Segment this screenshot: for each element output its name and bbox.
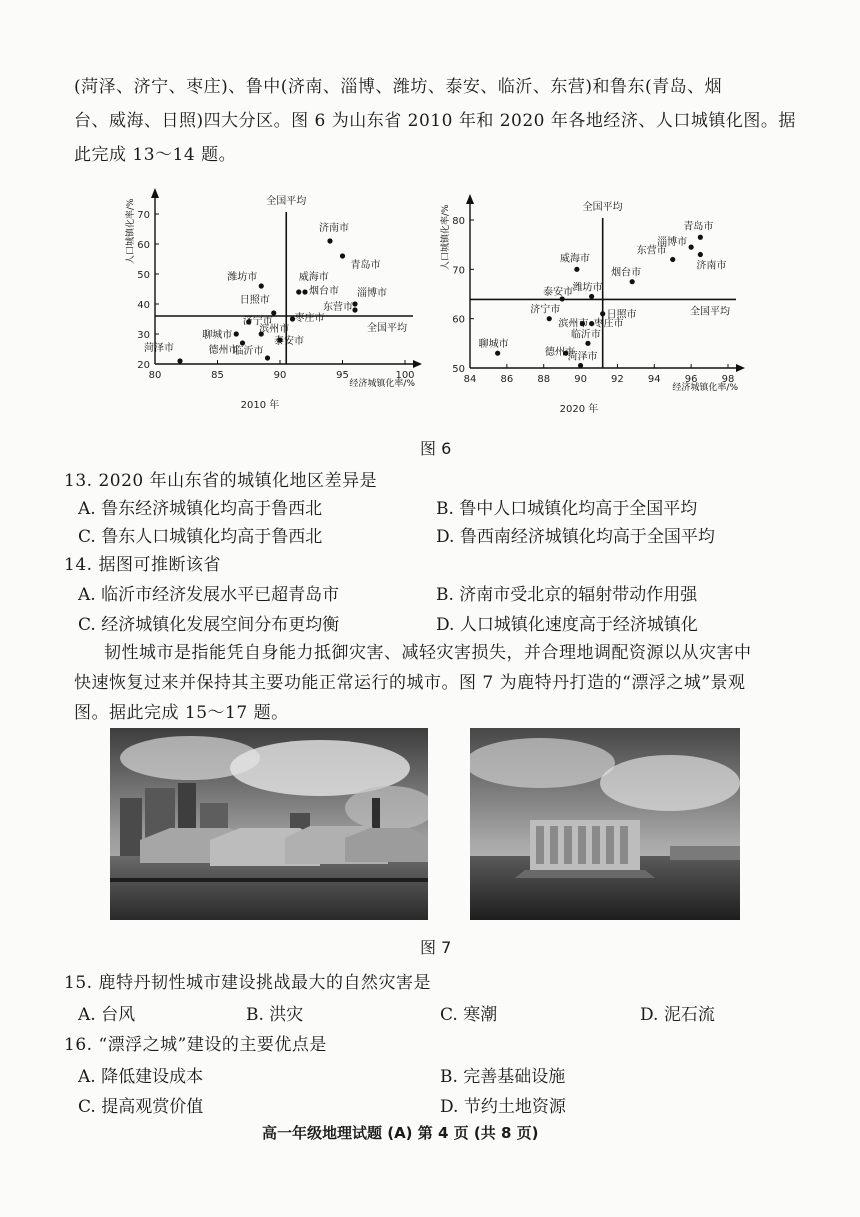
chart-2010-point-label: 日照市 (239, 295, 270, 306)
chart-2020-x-tick-label: 88 (537, 374, 551, 385)
chart-2020-y-tick-label: 60 (452, 314, 465, 326)
chart-2010-point (259, 283, 264, 288)
chart-2010-point (340, 253, 345, 258)
chart-2020-horizontal-average-label: 全国平均 (690, 306, 730, 318)
chart-2020-vertical-average-label: 全国平均 (582, 202, 623, 213)
chart-2010-point-label: 东营市 (323, 302, 353, 313)
chart-2020-point-label: 济宁市 (530, 304, 561, 316)
chart-2020-point-label: 泰安市 (543, 286, 574, 298)
chart-2020-x-axis-arrow (736, 364, 745, 372)
chart-2020-point (670, 257, 675, 262)
chart-2020-point (578, 363, 583, 368)
q15-option-a: A. 台风 (78, 1005, 136, 1025)
chart-2010-point-label: 烟台市 (309, 286, 339, 297)
chart-2010-subtitle: 2010 年 (240, 400, 280, 411)
q16-stem: 16. “漂浮之城”建设的主要优点是 (64, 1035, 327, 1055)
chart-2010-y-tick-label: 70 (137, 210, 150, 221)
chart-2020-x-tick-label: 84 (463, 374, 477, 385)
chart-2010-y-tick-label: 20 (137, 360, 150, 371)
q15-stem: 15. 鹿特丹韧性城市建设挑战最大的自然灾害是 (64, 973, 431, 993)
page-footer: 高一年级地理试题 (A) 第 4 页 (共 8 页) (262, 1124, 539, 1142)
chart-2020-point (689, 245, 694, 250)
chart-2020-point (589, 294, 594, 299)
chart-2020-x-axis-label: 经济城镇化率/% (672, 383, 738, 393)
chart-2010-x-tick-label: 80 (148, 370, 162, 381)
chart-2020-point (630, 279, 635, 284)
floating-city-photo-1 (110, 728, 428, 920)
chart-2020-point-label: 聊城市 (478, 339, 509, 351)
q13-option-c: C. 鲁东人口城镇化均高于鲁西北 (78, 527, 323, 547)
chart-2010 (110, 178, 430, 423)
chart-2010-x-tick-label: 95 (336, 370, 349, 381)
chart-2020-x-tick-label: 98 (721, 374, 735, 385)
chart-2020-x-tick-label: 90 (574, 374, 587, 385)
chart-2010-point-label: 菏泽市 (144, 343, 174, 354)
q13-option-a: A. 鲁东经济城镇化均高于鲁西北 (78, 499, 323, 519)
chart-2020-point-label: 青岛市 (683, 221, 714, 233)
chart-2020-y-tick-label: 70 (452, 265, 465, 277)
chart-2020-y-tick-label: 80 (452, 216, 465, 227)
figure-6-caption: 图 6 (420, 439, 452, 458)
intro-line-1: (菏泽、济宁、枣庄)、鲁中(济南、淄博、潍坊、泰安、临沂、东营)和鲁东(青岛、烟 (74, 77, 723, 97)
chart-2020-point (585, 341, 590, 346)
chart-2010-y-tick-label: 50 (137, 270, 150, 281)
chart-2010-point-label: 德州市 (208, 345, 239, 356)
chart-2010-point-label: 滨州市 (259, 324, 290, 335)
chart-2010-point (296, 289, 301, 294)
chart-2010-point (240, 340, 245, 345)
chart-2010-point (302, 289, 307, 294)
chart-2020-point-label: 德州市 (544, 347, 575, 359)
chart-2020-point (698, 252, 703, 257)
chart-2020-point (547, 316, 552, 321)
passage-line-1: 韧性城市是指能凭自身能力抵御灾害、减轻灾害损失，并合理地调配资源以从灾害中 (104, 643, 752, 663)
q15-option-c: C. 寒潮 (440, 1005, 498, 1025)
chart-2020-point-label: 菏泽市 (567, 351, 598, 363)
chart-2020-y-axis-arrow (466, 194, 474, 204)
chart-2010-x-axis-arrow (413, 360, 422, 368)
chart-2020-point-label: 东营市 (636, 245, 667, 257)
chart-2010-vertical-average-label: 全国平均 (266, 196, 307, 207)
chart-2020-y-tick-label: 50 (452, 364, 465, 375)
passage-line-2: 快速恢复过来并保持其主要功能正常运行的城市。图 7 为鹿特丹打造的“漂浮之城”景观 (74, 673, 746, 693)
q16-option-a: A. 降低建设成本 (78, 1067, 204, 1087)
chart-2010-point-label: 潍坊市 (227, 272, 258, 283)
chart-2010-horizontal-average-label: 全国平均 (367, 323, 407, 334)
chart-2020-point (698, 235, 703, 240)
chart-2020-point-label: 烟台市 (611, 267, 642, 279)
q13-option-d: D. 鲁西南经济城镇化均高于全国平均 (436, 527, 715, 547)
q16-option-d: D. 节约土地资源 (440, 1097, 566, 1117)
chart-2010-point (327, 238, 332, 243)
chart-2020 (430, 180, 790, 425)
chart-2020-x-tick-label: 96 (684, 374, 698, 385)
chart-2010-point-label: 枣庄市 (294, 313, 325, 324)
chart-2020-point-label: 临沂市 (570, 329, 601, 341)
chart-2020-point-label: 滨州市 (558, 318, 589, 330)
chart-2010-point-label: 济南市 (319, 223, 349, 234)
q14-stem: 14. 据图可推断该省 (64, 555, 221, 575)
chart-2010-x-tick-label: 90 (273, 370, 287, 381)
chart-2010-y-tick-label: 60 (137, 240, 150, 251)
chart-2020-point-label: 威海市 (559, 253, 590, 265)
intro-line-3: 此完成 13～14 题。 (74, 145, 237, 165)
chart-2010-point (352, 301, 357, 306)
chart-2010-x-tick-label: 85 (211, 370, 224, 381)
passage-line-3: 图。据此完成 15～17 题。 (74, 703, 289, 723)
floating-city-photo-1-image (110, 728, 428, 920)
q16-option-b: B. 完善基础设施 (440, 1067, 566, 1087)
q14-option-a: A. 临沂市经济发展水平已超青岛市 (78, 585, 340, 605)
chart-2010-point-label: 威海市 (298, 272, 329, 283)
chart-2010-point (352, 307, 357, 312)
chart-2010-point-label: 临沂市 (233, 346, 264, 357)
q16-option-c: C. 提高观赏价值 (78, 1097, 204, 1117)
chart-2010-y-tick-label: 30 (137, 330, 150, 341)
chart-2020-x-tick-label: 94 (647, 374, 661, 385)
q14-option-b: B. 济南市受北京的辐射带动作用强 (436, 585, 698, 605)
chart-2010-x-axis-label: 经济城镇化率/% (349, 379, 415, 389)
chart-2020-point-label: 潍坊市 (572, 282, 603, 294)
q13-stem: 13. 2020 年山东省的城镇化地区差异是 (64, 471, 378, 491)
chart-2020-point-label: 淄博市 (657, 237, 688, 249)
chart-2010-y-axis-arrow (151, 188, 159, 198)
chart-2010-point (271, 310, 276, 315)
chart-2010-point (265, 355, 270, 360)
chart-2010-y-axis-label: 人口城镇化率/% (126, 198, 136, 264)
chart-2010-point-label: 聊城市 (202, 330, 233, 341)
chart-2020-x-tick-label: 86 (500, 374, 514, 385)
chart-2010-point-label: 青岛市 (350, 260, 381, 271)
chart-2010-point-label: 济宁市 (242, 316, 273, 327)
floating-city-photo-2-image (470, 728, 740, 920)
q13-option-b: B. 鲁中人口城镇化均高于全国平均 (436, 499, 698, 519)
floating-city-photo-2 (470, 728, 740, 920)
chart-2010-y-tick-label: 40 (137, 300, 150, 311)
q14-option-c: C. 经济城镇化发展空间分布更均衡 (78, 615, 340, 635)
chart-2010-x-tick-label: 100 (395, 370, 415, 381)
q15-option-b: B. 洪灾 (246, 1005, 304, 1025)
chart-2020-point (495, 351, 500, 356)
chart-2010-point-label: 淄博市 (357, 288, 387, 299)
chart-2020-point-label: 枣庄市 (593, 318, 624, 330)
chart-2010-point-label: 泰安市 (274, 336, 304, 347)
chart-2020-point (574, 267, 579, 272)
chart-2020-x-tick-label: 92 (611, 374, 624, 385)
chart-2020-y-axis-label: 人口城镇化率/% (441, 204, 451, 270)
chart-2010-point (234, 331, 239, 336)
chart-2010-point (177, 358, 182, 363)
chart-2020-subtitle: 2020 年 (559, 404, 599, 415)
chart-2020-point-label: 济南市 (696, 260, 727, 272)
chart-2010-svg (110, 178, 430, 423)
q15-option-d: D. 泥石流 (640, 1005, 715, 1025)
chart-2020-point (600, 311, 605, 316)
q14-option-d: D. 人口城镇化速度高于经济城镇化 (436, 615, 698, 635)
figure-7-caption: 图 7 (420, 938, 452, 957)
intro-line-2: 台、威海、日照)四大分区。图 6 为山东省 2010 年和 2020 年各地经济、人口城镇化图。据 (74, 111, 796, 131)
chart-2020-svg (430, 180, 790, 425)
chart-2020-point-label: 日照市 (606, 309, 637, 321)
